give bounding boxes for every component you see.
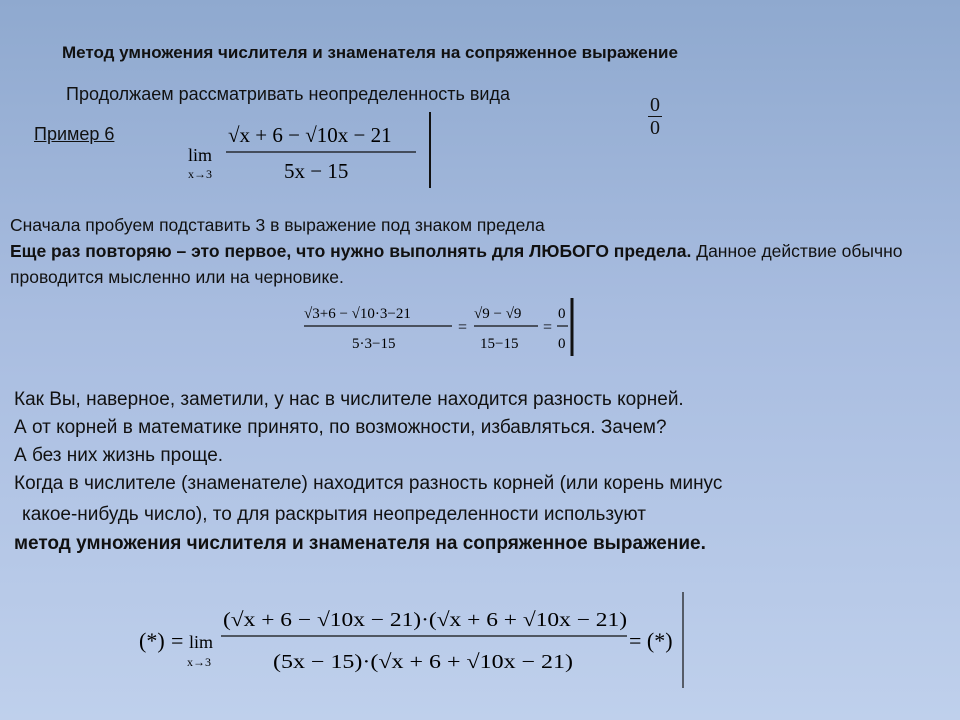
f3-eq: = <box>171 628 184 653</box>
slide-title: Метод умножения числителя и знаменателя на сопряженное выражение <box>62 43 678 62</box>
f2-den2: 15−15 <box>480 336 519 352</box>
f3-numerator: (√x + 6 − √10x − 21)·(√x + 6 + √10x − 21) <box>223 609 627 631</box>
p2-line3: А без них жизнь проще. <box>14 445 224 466</box>
formula1-denominator: 5x − 15 <box>284 159 349 183</box>
paragraph-explanation <box>14 386 722 558</box>
f2-num1: √3+6 − √10·3−21 <box>304 306 411 322</box>
f3-denominator: (5x − 15)·(√x + 6 + √10x − 21) <box>273 651 573 673</box>
lim-text: lim <box>188 145 213 165</box>
f2-num2: √9 − √9 <box>474 306 522 322</box>
f2-den1: 5·3−15 <box>352 336 396 352</box>
f3-lim: lim <box>189 632 214 652</box>
f2-eq1: = <box>458 319 468 336</box>
p2-line5: какое-нибудь число), то для раскрытия неопределенности используют <box>22 504 646 525</box>
paragraph-substitution <box>10 212 950 290</box>
subtitle: Продолжаем рассматривать неопределенность вида <box>66 84 510 104</box>
p2-line1: Как Вы, наверное, заметили, у нас в числителе находится разность корней. <box>14 389 684 410</box>
limit-formula-3 <box>135 590 695 690</box>
indet-numerator: 0 <box>650 94 660 116</box>
f2-num3: 0 <box>558 306 566 322</box>
p1-line1: Сначала пробуем подставить 3 в выражение под знаком предела <box>10 215 545 235</box>
p1-bold: Еще раз повторяю – это первое, что нужно выполнять для ЛЮБОГО предела. <box>10 241 692 261</box>
p1-rest: Данное действие обычно проводится мысленно или на черновике. <box>10 241 903 287</box>
f3-lim-subscript: x→3 <box>187 655 211 669</box>
indeterminate-fraction <box>648 96 662 137</box>
p2-line4: Когда в числителе (знаменателе) находится разность корней (или корень минус <box>14 473 723 494</box>
example-label: Пример 6 <box>34 124 115 144</box>
p2-line6: метод умножения числителя и знаменателя на сопряженное выражение. <box>14 533 706 554</box>
p2-line2: А от корней в математике принято, по возможности, избавляться. Зачем? <box>14 417 667 438</box>
formula1-numerator: √x + 6 − √10x − 21 <box>228 123 392 147</box>
f2-eq2: = <box>543 319 553 336</box>
limit-formula-1 <box>180 108 440 192</box>
f3-rhs: = (*) <box>629 628 673 653</box>
f3-lhs: (*) <box>139 628 165 653</box>
f2-den3: 0 <box>558 336 566 352</box>
indet-denominator: 0 <box>650 117 660 139</box>
lim-subscript: x→3 <box>188 167 212 181</box>
substitution-formula <box>300 294 585 360</box>
